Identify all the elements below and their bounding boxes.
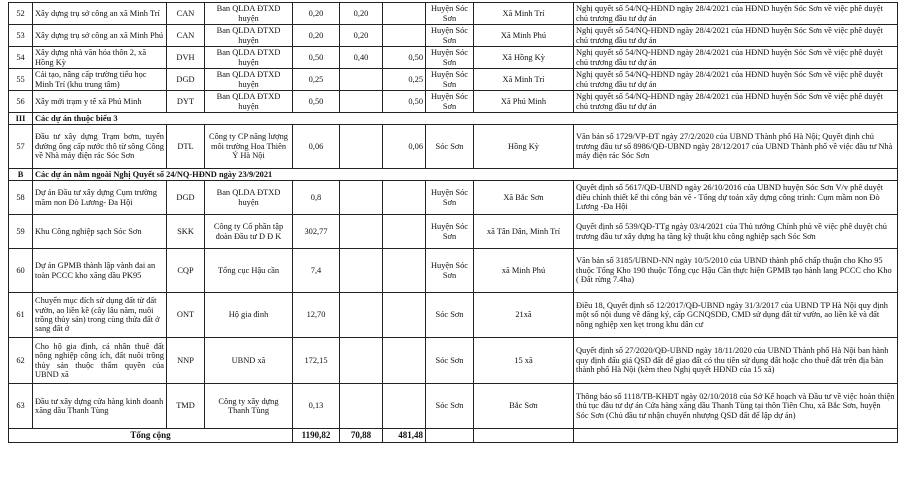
table-row: 52 Xây dựng trụ sở công an xã Minh Trí CAN Ban QLDA ĐTXD huyện 0,20 0,20 Huyện Sóc Sơn Xã Minh Trí Nghị quyết số 54/NQ-HĐND ngày 28/4/2021 của HĐND huyện Sóc Sơn về việc phê duyệt chủ trương đầu tư dự án: [9, 3, 898, 25]
legal-basis: Văn bản số 1729/VP-ĐT ngày 27/2/2020 của UBND Thành phố Hà Nội; Quyết định chủ trương đầu tư số 8986/QĐ-UBND ngày 28/12/2017 của UBND Thành phố về việc đầu tư Nhà máy điện rác Sóc Sơn: [574, 125, 898, 169]
section-header: III Các dự án thuộc biểu 3: [9, 113, 898, 125]
project-name: Xây dựng trụ sở công an xã Minh Trí: [33, 3, 167, 25]
table-row: 59 Khu Công nghiệp sạch Sóc Sơn SKK Công ty Cổ phần tập đoàn Đầu tư D Đ K 302,77 Huyện Sóc Sơn xã Tân Dân, Minh Trí Quyết định số 539/QĐ-TTg ngày 03/4/2021 của Thủ tướng Chính phủ về việc phê duyệt chủ trương đầu tư xây dựng hạ tầng kỹ thuật khu công nghiệp sạch Sóc Sơn: [9, 215, 898, 249]
totals-label: Tổng cộng: [9, 429, 293, 443]
table-row: 53 Xây dựng trụ sở công an xã Minh Phú CAN Ban QLDA ĐTXD huyện 0,20 0,20 Huyện Sóc Sơn Xã Minh Phú Nghị quyết số 54/NQ-HĐND ngày 28/4/2021 của HĐND huyện Sóc Sơn về việc phê duyệt chủ trương đầu tư dự án: [9, 25, 898, 47]
project-name: Đầu tư xây dựng Trạm bơm, tuyến đường ống cấp nước thô từ sông Công về Nhà máy điện rác Sóc Sơn: [33, 125, 167, 169]
table-row: 57 Đầu tư xây dựng Trạm bơm, tuyến đường ống cấp nước thô từ sông Công về Nhà máy điện rác Sóc Sơn DTL Công ty CP năng lượng môi trường Hoa Thiên Ý Hà Nội 0,06 0,06 Sóc Sơn Hồng Kỳ Văn bản số 1729/VP-ĐT ngày 27/2/2020 của UBND Thành phố Hà Nội; Quyết định chủ trương đầu tư số 8986/QĐ-UBND ngày 28/12/2017 của UBND Thành phố về việc đầu tư Nhà máy điện rác Sóc Sơn: [9, 125, 898, 169]
project-name: Khu Công nghiệp sạch Sóc Sơn: [33, 215, 167, 249]
legal-basis: Văn bản số 3185/UBND-NN ngày 10/5/2010 của UBND thành phố chấp thuận cho Kho 95 thuộc Tổng Kho 190 thuộc Tổng cục Hậu Cần thực hiện GPMB tạo hành lang PCCC cho Kho ( Đất rừng 7.4ha): [574, 249, 898, 293]
table-row: 60 Dự án GPMB thành lập vành đai an toàn PCCC kho xăng dầu PK95 CQP Tổng cục Hậu cần 7,4 Huyện Sóc Sơn xã Minh Phú Văn bản số 3185/UBND-NN ngày 10/5/2010 của UBND thành phố chấp thuận cho Kho 95 thuộc Tổng Kho 190 thuộc Tổng cục Hậu Cần thực hiện GPMB tạo hành lang PCCC cho Kho ( Đất rừng 7.4ha): [9, 249, 898, 293]
legal-basis: Điều 18, Quyết định số 12/2017/QĐ-UBND ngày 31/3/2017 của UBND TP Hà Nội quy định một số nội dung về đăng ký, cấp GCNQSDĐ, CMD sử dụng đất từ vườn, ao liền kề và đất nông nghiệp xen kẹt trong khu dân cư: [574, 293, 898, 338]
project-name: Xây dựng trụ sở công an xã Minh Phú: [33, 25, 167, 47]
project-name: Dự án GPMB thành lập vành đai an toàn PCCC kho xăng dầu PK95: [33, 249, 167, 293]
legal-basis: Quyết định số 5617/QĐ-UBND ngày 26/10/2016 của UBND huyện Sóc Sơn V/v phê duyệt điều chỉnh thiết kế thi công bản vẽ - Tổng dự toán xây dựng công trình: Cụm mầm non Đò Lương -Đa Hội: [574, 181, 898, 215]
legal-basis: Quyết định số 27/2020/QĐ-UBND ngày 18/11/2020 của UBND Thành phố Hà Nội ban hành quy định đấu giá QSD đất để giao đất có thu tiền sử dụng đất hoặc cho thuê đất trên địa bàn thành phố Hà Nội (kèm theo Nghị quyết HĐND của 15 xã): [574, 338, 898, 384]
table-row: 63 Đầu tư xây dựng cửa hàng kinh doanh xăng dầu Thanh Tùng TMD Công ty xây dựng Thanh Tùng 0,13 Sóc Sơn Bắc Sơn Thông báo số 1118/TB-KHĐT ngày 02/10/2018 của Sở Kế hoạch và Đầu tư về việc hoàn thiện thủ tục đầu tư dự án Cửa hàng xăng dầu Thanh Tùng tại thôn Tiên Chu, xã Bắc Sơn, huyện Sóc Sơn (Chủ đầu tư nhận chuyển nhượng QSD đất để lập dự án): [9, 384, 898, 429]
project-name: Xây dựng nhà văn hóa thôn 2, xã Hồng Kỳ: [33, 47, 167, 69]
project-name: Xây mới trạm y tế xã Phú Minh: [33, 91, 167, 113]
legal-basis: Nghị quyết số 54/NQ-HĐND ngày 28/4/2021 của HĐND huyện Sóc Sơn về việc phê duyệt chủ trương đầu tư dự án: [574, 91, 898, 113]
table-row: 58 Dự án Đầu tư xây dựng Cụm trường mầm non Đò Lương- Đa Hội DGD Ban QLDA ĐTXD huyện 0,8 Huyện Sóc Sơn Xã Bắc Sơn Quyết định số 5617/QĐ-UBND ngày 26/10/2016 của UBND huyện Sóc Sơn V/v phê duyệt điều chỉnh thiết kế thi công bản vẽ - Tổng dự toán xây dựng công trình: Cụm mầm non Đò Lương -Đa Hội: [9, 181, 898, 215]
project-name: Đầu tư xây dựng cửa hàng kinh doanh xăng dầu Thanh Tùng: [33, 384, 167, 429]
project-table: [8, 2, 898, 443]
table-row: 61 Chuyển mục đích sử dụng đất từ đất vườn, ao liền kề (cây lâu năm, nuôi trồng thủy sản) trong cùng thửa đất ở sang đất ở ONT Hộ gia đình 12,70 Sóc Sơn 21xã Điều 18, Quyết định số 12/2017/QĐ-UBND ngày 31/3/2017 của UBND TP Hà Nội quy định một số nội dung về đăng ký, cấp GCNQSDĐ, CMD sử dụng đất từ vườn, ao liền kề và đất nông nghiệp xen kẹt trong khu dân cư: [9, 293, 898, 338]
legal-basis: Nghị quyết số 54/NQ-HĐND ngày 28/4/2021 của HĐND huyện Sóc Sơn về việc phê duyệt chủ trương đầu tư dự án: [574, 3, 898, 25]
totals-col1: 70,88: [340, 429, 383, 443]
legal-basis: Quyết định số 539/QĐ-TTg ngày 03/4/2021 của Thủ tướng Chính phủ về việc phê duyệt chủ trương đầu tư xây dựng hạ tầng kỹ thuật khu công nghiệp sạch Sóc Sơn: [574, 215, 898, 249]
legal-basis: Nghị quyết số 54/NQ-HĐND ngày 28/4/2021 của HĐND huyện Sóc Sơn về việc phê duyệt chủ trương đầu tư dự án: [574, 69, 898, 91]
legal-basis: Thông báo số 1118/TB-KHĐT ngày 02/10/2018 của Sở Kế hoạch và Đầu tư về việc hoàn thiện thủ tục đầu tư dự án Cửa hàng xăng dầu Thanh Tùng tại thôn Tiên Chu, xã Bắc Sơn, huyện Sóc Sơn (Chủ đầu tư nhận chuyển nhượng QSD đất để lập dự án): [574, 384, 898, 429]
project-name: Cải tạo, nâng cấp trường tiểu học Minh Trí (khu trung tâm): [33, 69, 167, 91]
table-row: 56 Xây mới trạm y tế xã Phú Minh DYT Ban QLDA ĐTXD huyện 0,50 0,50 Huyện Sóc Sơn Xã Phú Minh Nghị quyết số 54/NQ-HĐND ngày 28/4/2021 của HĐND huyện Sóc Sơn về việc phê duyệt chủ trương đầu tư dự án: [9, 91, 898, 113]
table-row: 54 Xây dựng nhà văn hóa thôn 2, xã Hồng Kỳ DVH Ban QLDA ĐTXD huyện 0,50 0,40 0,50 Huyện Sóc Sơn Xã Hồng Kỳ Nghị quyết số 54/NQ-HĐND ngày 28/4/2021 của HĐND huyện Sóc Sơn về việc phê duyệt chủ trương đầu tư dự án: [9, 47, 898, 69]
project-name: Cho hộ gia đình, cá nhân thuê đất nông nghiệp công ích, đất nuôi trồng thủy sản thuộc thẩm quyền của UBND xã: [33, 338, 167, 384]
table-row: 62 Cho hộ gia đình, cá nhân thuê đất nông nghiệp công ích, đất nuôi trồng thủy sản thuộc thẩm quyền của UBND xã NNP UBND xã 172,15 Sóc Sơn 15 xã Quyết định số 27/2020/QĐ-UBND ngày 18/11/2020 của UBND Thành phố Hà Nội ban hành quy định đấu giá QSD đất để giao đất có thu tiền sử dụng đất hoặc cho thuê đất trên địa bàn thành phố Hà Nội (kèm theo Nghị quyết HĐND của 15 xã): [9, 338, 898, 384]
table-row: 55 Cải tạo, nâng cấp trường tiểu học Minh Trí (khu trung tâm) DGD Ban QLDA ĐTXD huyện 0,25 0,25 Huyện Sóc Sơn Xã Minh Trí Nghị quyết số 54/NQ-HĐND ngày 28/4/2021 của HĐND huyện Sóc Sơn về việc phê duyệt chủ trương đầu tư dự án: [9, 69, 898, 91]
project-name: Dự án Đầu tư xây dựng Cụm trường mầm non Đò Lương- Đa Hội: [33, 181, 167, 215]
legal-basis: Nghị quyết số 54/NQ-HĐND ngày 28/4/2021 của HĐND huyện Sóc Sơn về việc phê duyệt chủ trương đầu tư dự án: [574, 25, 898, 47]
section-header: B Các dự án nằm ngoài Nghị Quyết số 24/NQ-HĐND ngày 23/9/2021: [9, 169, 898, 181]
totals-row: [9, 429, 898, 443]
project-name: Chuyển mục đích sử dụng đất từ đất vườn, ao liền kề (cây lâu năm, nuôi trồng thủy sản) trong cùng thửa đất ở sang đất ở: [33, 293, 167, 338]
legal-basis: Nghị quyết số 54/NQ-HĐND ngày 28/4/2021 của HĐND huyện Sóc Sơn về việc phê duyệt chủ trương đầu tư dự án: [574, 47, 898, 69]
totals-total: 1190,82: [293, 429, 340, 443]
totals-col2: 481,48: [383, 429, 426, 443]
